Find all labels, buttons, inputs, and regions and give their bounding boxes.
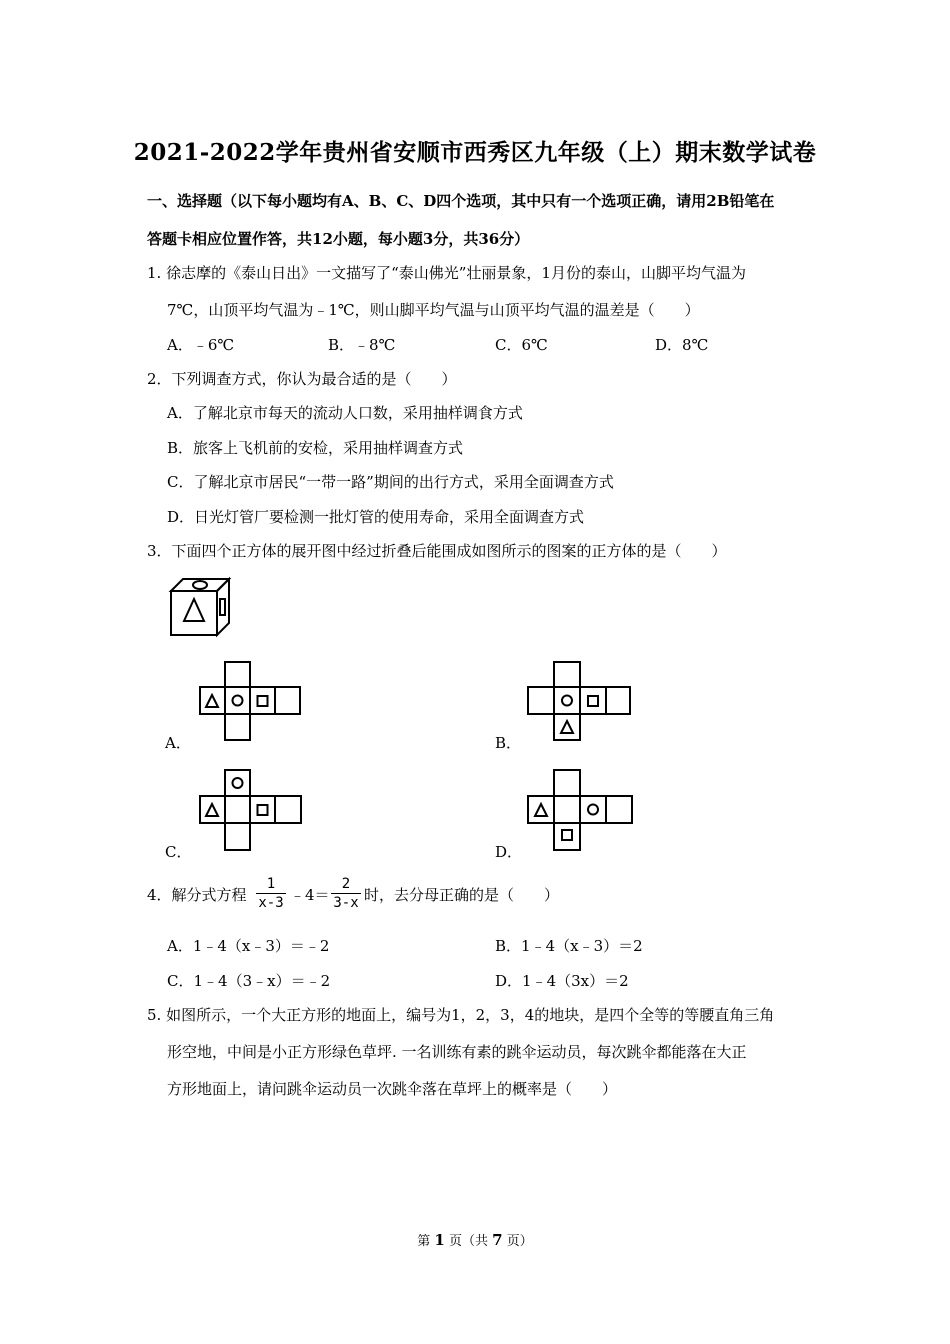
q3-stem: 3．下面四个正方体的展开图中经过折叠后能围成如图所示的图案的正方体的是（ ） [147,542,727,560]
q4-fraction-1-numerator: 1 [266,876,276,892]
q1-stem-line1: 1. 徐志摩的《泰山日出》一文描写了“泰山佛光”壮丽景象，1月份的泰山，山脚平均气温为 [147,264,746,282]
q4-stem-suffix: 时，去分母正确的是（ ） [364,886,560,904]
q5-stem-line1: 5. 如图所示，一个大正方形的地面上，编号为1，2，3，4的地块，是四个全等的等腰直角三角 [147,1006,775,1024]
q3-option-a: A． [165,734,191,752]
q3-net-a [198,660,304,744]
triangle-icon [184,599,204,621]
q2-option-a: A．了解北京市每天的流动人口数，采用抽样调食方式 [167,404,523,422]
triangle-icon [561,721,573,733]
q2-option-b: B．旅客上飞机前的安检，采用抽样调查方式 [167,439,464,457]
footer-page-number: 1 [434,1231,445,1249]
page-footer [0,1230,950,1249]
q1-option-c: C．6℃ [495,336,548,354]
circle-icon [562,696,572,706]
q3-option-d: D． [495,843,523,861]
q1-stem-line2: 7℃，山顶平均气温为﹣1℃，则山脚平均气温与山顶平均气温的温差是（ ） [167,301,700,319]
q4-stem-prefix: 4．解分式方程 [147,886,247,904]
q4-stem-middle: ﹣4＝ [290,886,330,904]
q3-net-b [526,660,634,744]
q3-net-d [526,768,636,854]
q4-fraction-1-denominator: x-3 [258,895,284,911]
circle-icon [588,805,598,815]
circle-icon [233,778,243,788]
q3-option-c: C． [165,843,192,861]
q1-option-b: B．﹣8℃ [328,336,396,354]
q5-stem-line2: 形空地，中间是小正方形绿色草坪. 一名训练有素的跳伞运动员，每次跳伞都能落在大正 [167,1043,747,1061]
section-heading-line1: 一、选择题（以下每小题均有A、B、C、D四个选项，其中只有一个选项正确，请用2B铅笔在 [147,192,775,210]
q4-option-c: C．1﹣4（3﹣x）＝﹣2 [167,972,331,990]
q3-cube-figure [165,573,235,639]
page-title: 2021-2022学年贵州省安顺市西秀区九年级（上）期末数学试卷 [133,139,817,166]
q4-fraction-2-numerator: 2 [341,876,351,892]
square-icon [220,599,225,615]
q4-option-a: A．1﹣4（x﹣3）＝﹣2 [167,937,330,955]
square-icon [562,830,572,840]
triangle-icon [535,804,547,816]
q3-net-c [198,768,306,854]
triangle-icon [206,695,218,707]
q3-option-b: B． [495,734,522,752]
q2-option-d: D．日光灯管厂要检测一批灯管的使用寿命，采用全面调查方式 [167,508,585,526]
square-icon [588,696,598,706]
q5-stem-line3: 方形地面上，请问跳伞运动员一次跳伞落在草坪上的概率是（ ） [167,1080,618,1098]
q4-fraction-2 [329,875,363,912]
q4-fraction-2-denominator: 3-x [333,895,359,911]
circle-icon [193,581,207,589]
q4-fraction-1 [254,875,288,912]
square-icon [258,696,268,706]
q4-option-b: B．1﹣4（x﹣3）＝2 [495,937,643,955]
square-icon [258,805,268,815]
footer-total-pages: 7 [492,1231,503,1249]
footer-post: 页） [506,1234,533,1249]
q1-option-d: D．8℃ [655,336,709,354]
q1-option-a: A．﹣6℃ [167,336,235,354]
section-heading-line2: 答题卡相应位置作答，共12小题，每小题3分，共36分） [147,230,530,248]
triangle-icon [206,804,218,816]
q2-option-c: C．了解北京市居民“一带一路”期间的出行方式，采用全面调查方式 [167,473,614,491]
q2-stem: 2．下列调查方式，你认为最合适的是（ ） [147,370,457,388]
q4-option-d: D．1﹣4（3x）＝2 [495,972,629,990]
footer-pre: 第 [417,1234,431,1249]
footer-mid: 页（共 [448,1234,488,1249]
circle-icon [233,696,243,706]
